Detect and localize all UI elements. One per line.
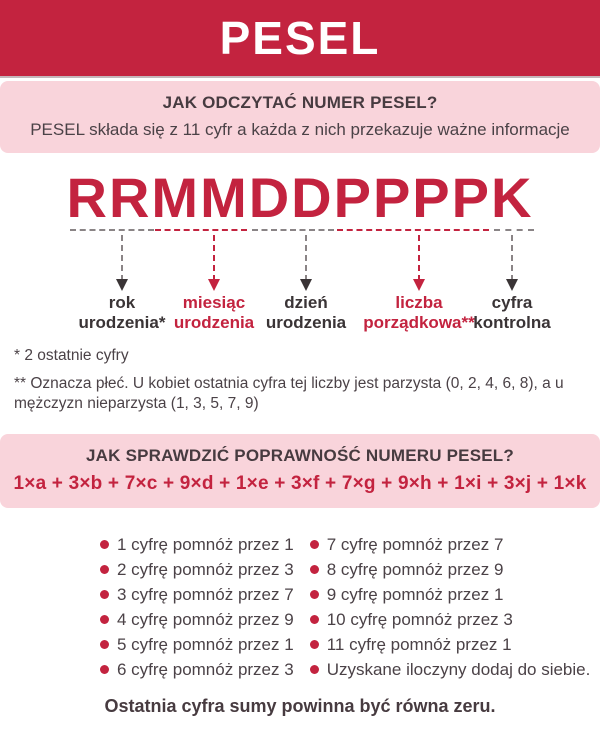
step-item [100, 632, 294, 657]
section-how-to-validate [0, 434, 600, 508]
step-text: 3 cyfrę pomnóż przez 7 [117, 584, 294, 604]
pesel-structure-diagram [0, 167, 600, 333]
label-liczba-porzadkowa [363, 293, 474, 333]
label-line: cyfra [491, 293, 533, 312]
step-item [100, 607, 294, 632]
bullet-dot-icon [310, 615, 319, 624]
checksum-formula: 1×a + 3×b + 7×c + 9×d + 1×e + 3×f + 7×g + 9×h + 1×i + 3×j + 1×k [13, 473, 587, 494]
steps-column-right [310, 532, 591, 682]
dashed-connector-liczba [418, 235, 420, 281]
bullet-dot-icon [100, 565, 109, 574]
step-text: 11 cyfrę pomnóż przez 1 [326, 634, 512, 654]
validate-section-title: JAK SPRAWDZIĆ POPRAWNOŚĆ NUMERU PESEL? [86, 446, 514, 465]
down-arrow-icon [116, 279, 128, 291]
section-how-to-read [0, 81, 600, 153]
conclusion-text: Ostatnia cyfra sumy powinna być równa zeru. [104, 696, 496, 716]
step-item [310, 532, 591, 557]
footnote-last-digits: * 2 ostatnie cyfry [14, 347, 129, 364]
dash-underline-dd [252, 229, 334, 231]
label-line: liczba [395, 293, 443, 312]
dash-underline-mm [155, 229, 247, 231]
bullet-dot-icon [310, 565, 319, 574]
dash-underline-pppp [337, 229, 489, 231]
step-item [310, 657, 591, 682]
step-item [310, 557, 591, 582]
step-text: 4 cyfrę pomnóż przez 9 [117, 609, 294, 629]
bullet-dot-icon [310, 665, 319, 674]
dashed-connector-dzien [305, 235, 307, 281]
step-text: 9 cyfrę pomnóż przez 1 [326, 584, 504, 604]
read-section-subtitle: PESEL składa się z 11 cyfr a każda z nich przekazuje ważne informacje [30, 120, 570, 139]
checksum-steps [100, 532, 600, 682]
step-text: 6 cyfrę pomnóż przez 3 [117, 659, 294, 679]
page-title: PESEL [219, 12, 381, 64]
dashed-connector-rok [121, 235, 123, 281]
label-line: urodzenia [173, 313, 255, 332]
down-arrow-icon [300, 279, 312, 291]
label-line: kontrolna [473, 313, 551, 332]
down-arrow-icon [506, 279, 518, 291]
label-cyfra-kontrolna [473, 293, 550, 333]
bullet-dot-icon [100, 640, 109, 649]
step-text: 1 cyfrę pomnóż przez 1 [117, 534, 294, 554]
down-arrow-icon [413, 279, 425, 291]
dash-underline-rr [70, 229, 154, 231]
label-miesiac-urodzenia [174, 293, 254, 333]
step-text: 8 cyfrę pomnóż przez 9 [326, 559, 504, 579]
bullet-dot-icon [310, 640, 319, 649]
label-line: miesiąc [182, 293, 246, 312]
step-text: 10 cyfrę pomnóż przez 3 [326, 609, 513, 629]
label-rok-urodzenia [79, 293, 166, 333]
steps-column-left [100, 532, 294, 682]
dash-underline-k [494, 229, 534, 231]
footnotes [14, 347, 588, 414]
label-line: dzień [284, 293, 328, 312]
bullet-dot-icon [100, 615, 109, 624]
step-text: 5 cyfrę pomnóż przez 1 [117, 634, 294, 654]
step-item [100, 557, 294, 582]
step-item [100, 657, 294, 682]
dashed-connector-miesiac [213, 235, 215, 281]
step-item [310, 582, 591, 607]
label-line: urodzenia* [78, 313, 166, 332]
bullet-dot-icon [310, 540, 319, 549]
label-dzien-urodzenia [266, 293, 346, 333]
step-item [100, 532, 294, 557]
header-banner [0, 0, 600, 78]
read-section-title: JAK ODCZYTAĆ NUMER PESEL? [162, 93, 438, 112]
label-line: urodzenia [265, 313, 347, 332]
pesel-code-letters: RRMMDDPPPPK [66, 166, 534, 229]
step-text: Uzyskane iloczyny dodaj do siebie. [326, 659, 591, 679]
step-text: 7 cyfrę pomnóż przez 7 [326, 534, 504, 554]
bullet-dot-icon [100, 590, 109, 599]
label-line: rok [108, 293, 136, 312]
step-text: 2 cyfrę pomnóż przez 3 [117, 559, 294, 579]
down-arrow-icon [208, 279, 220, 291]
step-item [310, 632, 591, 657]
step-item [310, 607, 591, 632]
footnote-gender: ** Oznacza płeć. U kobiet ostatnia cyfra tej liczby jest parzysta (0, 2, 4, 6, 8), a u mężczyzn nieparzysta (1, 3, 5, 7, 9) [14, 375, 564, 412]
bullet-dot-icon [100, 665, 109, 674]
label-line: porządkowa** [363, 313, 475, 332]
bullet-dot-icon [310, 590, 319, 599]
bullet-dot-icon [100, 540, 109, 549]
dashed-connector-cyfra [511, 235, 513, 281]
step-item [100, 582, 294, 607]
